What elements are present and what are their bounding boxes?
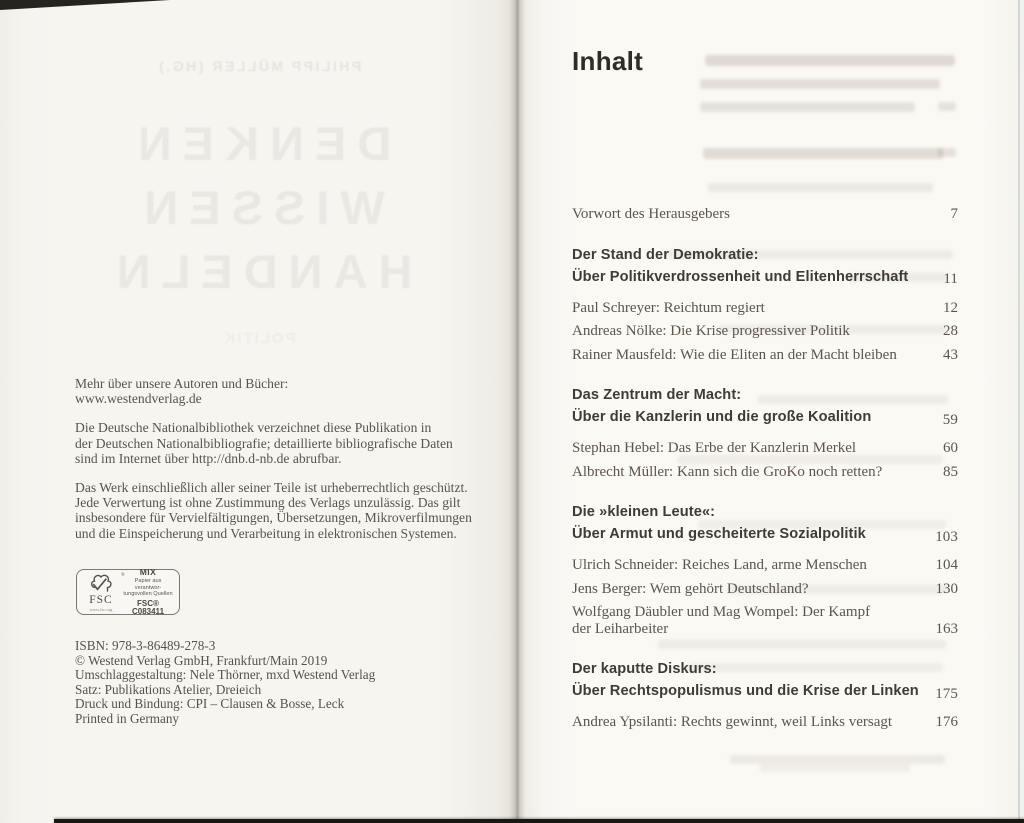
toc-item-title xyxy=(572,501,866,545)
toc-page-number: 103 xyxy=(935,528,958,545)
toc-row xyxy=(572,206,958,223)
toc-page-number: 7 xyxy=(950,206,958,222)
show-through-text-bar xyxy=(730,755,945,764)
book-gutter-shadow xyxy=(509,0,525,823)
toc-title-line: Paul Schreyer: Reichtum regiert xyxy=(572,299,765,316)
toc-row xyxy=(572,714,958,731)
toc-title-line: Über Armut und gescheiterte Sozialpolitik xyxy=(572,526,866,542)
show-through-text-bar xyxy=(700,79,940,89)
show-through-text-bar xyxy=(938,148,956,157)
fsc-text-column xyxy=(121,568,175,616)
fsc-mix-label: MIX xyxy=(139,566,157,577)
toc-item-title xyxy=(572,557,867,574)
ghost-title-line: DENKEN xyxy=(126,117,392,170)
toc-item-title xyxy=(572,300,765,317)
toc-item-title xyxy=(572,604,870,637)
toc-title-line: Wolfgang Däubler und Mag Wompel: Der Kampf xyxy=(572,604,871,620)
show-through-text-bar xyxy=(708,183,933,192)
toc-page-number: 28 xyxy=(943,323,958,339)
toc-item-title xyxy=(572,464,882,481)
table-of-contents xyxy=(572,206,958,738)
toc-page-number: 43 xyxy=(943,346,958,363)
toc-item-title xyxy=(572,384,871,428)
toc-row xyxy=(572,347,958,364)
toc-title-line: Über Rechtspopulismus und die Krise der Linken xyxy=(572,683,919,699)
toc-page-number: 163 xyxy=(935,620,958,637)
info-line: und die Einspeicherung und Verarbeitung in elektronischen Systemen. xyxy=(75,525,457,541)
show-through-text-bar xyxy=(700,102,915,112)
toc-page-number: 85 xyxy=(943,463,958,480)
toc-page-number: 11 xyxy=(943,271,958,287)
toc-title-line: Das Zentrum der Macht: xyxy=(572,387,742,403)
toc-title-line: Andreas Nölke: Die Krise progressiver Politik xyxy=(572,323,850,339)
info-paragraph xyxy=(75,376,493,406)
info-paragraph xyxy=(75,420,493,466)
toc-row xyxy=(572,501,958,545)
toc-item-title xyxy=(572,347,897,364)
page-right-contents xyxy=(518,0,1024,823)
info-line: Mehr über unsere Autoren und Bücher: xyxy=(75,376,289,391)
toc-page-number: 104 xyxy=(935,557,958,573)
imprint-line: Druck und Bindung: CPI – Clausen & Bosse, Leck xyxy=(75,696,345,712)
toc-item-title xyxy=(572,244,908,288)
toc-row xyxy=(572,323,958,340)
fsc-acronym: FSC xyxy=(89,594,113,606)
toc-row xyxy=(572,440,958,457)
toc-page-number: 59 xyxy=(942,411,958,428)
toc-title-line: Die »kleinen Leute«: xyxy=(572,504,716,520)
show-through-text-bar xyxy=(703,148,943,159)
toc-title-line: Rainer Mausfeld: Wie die Eliten an der Macht bleiben xyxy=(572,346,897,363)
toc-item-title xyxy=(572,581,809,598)
toc-title-line: Albrecht Müller: Kann sich die GroKo noch retten? xyxy=(572,463,883,480)
show-through-text-bar xyxy=(705,55,955,66)
toc-page-number: 130 xyxy=(935,580,958,597)
fsc-license-code: FSC® C083411 xyxy=(131,599,165,617)
toc-page-number: 175 xyxy=(935,685,958,702)
toc-row xyxy=(572,244,958,288)
info-line: Jede Verwertung ist ohne Zustimmung des Verlags unzulässig. Das gilt xyxy=(75,495,461,511)
toc-row xyxy=(572,464,958,481)
toc-item-title xyxy=(572,440,856,457)
fsc-certification-label xyxy=(76,566,180,617)
bibliographic-info-block xyxy=(75,376,493,555)
imprint-line: ISBN: 978-3-86489-278-3 xyxy=(75,638,216,653)
toc-item-title xyxy=(572,714,892,731)
toc-row xyxy=(572,604,958,637)
toc-page-number: 176 xyxy=(935,714,958,730)
contents-heading: Inhalt xyxy=(572,46,644,76)
info-line: Die Deutsche Nationalbibliothek verzeichnet diese Publikation in xyxy=(75,420,432,436)
publisher-imprint-block xyxy=(75,639,475,727)
toc-row xyxy=(572,300,958,317)
imprint-line: © Westend Verlag GmbH, Frankfurt/Main 2019 xyxy=(75,652,328,668)
info-line: sind im Internet über http://dnb.d-nb.de abrufbar. xyxy=(75,450,342,466)
toc-title-line: Vorwort des Herausgebers xyxy=(572,206,731,222)
ghost-author-byline: PHILIPP MÜLLER (HG.) xyxy=(156,58,362,74)
info-line: insbesondere für Vervielfältigungen, Übersetzungen, Mikroverfilmungen xyxy=(75,510,472,526)
fsc-tree-checkmark-icon xyxy=(88,572,114,596)
scan-bottom-edge xyxy=(54,819,1024,823)
ghost-title-line: WISSEN xyxy=(133,181,385,234)
info-line: der Deutschen Nationalbibliografie; detaillierte bibliografische Daten xyxy=(75,435,453,451)
info-line: Das Werk einschließlich aller seiner Teile ist urheberrechtlich geschützt. xyxy=(75,480,468,496)
info-line: www.westendverlag.de xyxy=(75,391,202,407)
toc-item-title xyxy=(572,206,730,223)
toc-row xyxy=(572,557,958,574)
imprint-line: Umschlaggestaltung: Nele Thörner, mxd Westend Verlag xyxy=(75,667,376,683)
toc-title-line: Der kaputte Diskurs: xyxy=(572,661,717,677)
fsc-claim-line1: Papier aus verantwor- xyxy=(134,578,162,591)
toc-item-title xyxy=(572,658,919,702)
toc-item-title xyxy=(572,323,850,340)
toc-title-line: Ulrich Schneider: Reiches Land, arme Menschen xyxy=(572,557,867,573)
toc-row xyxy=(572,384,958,428)
imprint-line: Printed in Germany xyxy=(75,710,180,726)
show-through-text-bar xyxy=(760,764,910,772)
toc-title-line: Über Politikverdrossenheit und Elitenherrschaft xyxy=(572,268,909,285)
toc-page-number: 60 xyxy=(943,440,958,456)
fsc-url: www.fsc.org xyxy=(89,606,113,612)
toc-title-line: Andrea Ypsilanti: Rechts gewinnt, weil Links versagt xyxy=(572,714,893,730)
toc-title-line: der Leiharbeiter xyxy=(572,620,669,637)
show-through-text-bar xyxy=(938,102,956,111)
toc-title-line: Über die Kanzlerin und die große Koalition xyxy=(572,409,872,425)
toc-row xyxy=(572,581,958,598)
fsc-claim-line2: tungsvollen Quellen xyxy=(123,591,173,598)
ghost-title-line: HANDELN xyxy=(105,245,413,298)
toc-title-line: Der Stand der Demokratie: xyxy=(572,246,759,263)
page-edge-scan-fringe xyxy=(1018,0,1020,823)
registered-trademark-mark: ® xyxy=(121,573,125,578)
toc-title-line: Stephan Hebel: Das Erbe der Kanzlerin Merkel xyxy=(572,440,857,456)
toc-page-number: 12 xyxy=(943,299,958,316)
fsc-logo-column xyxy=(81,572,121,612)
toc-title-line: Jens Berger: Wem gehört Deutschland? xyxy=(572,580,809,597)
ghost-book-title xyxy=(0,112,518,304)
ghost-series-label: POLITIK xyxy=(222,330,296,347)
toc-row xyxy=(572,658,958,702)
info-paragraph xyxy=(75,480,493,541)
imprint-line: Satz: Publikations Atelier, Dreieich xyxy=(75,681,262,697)
